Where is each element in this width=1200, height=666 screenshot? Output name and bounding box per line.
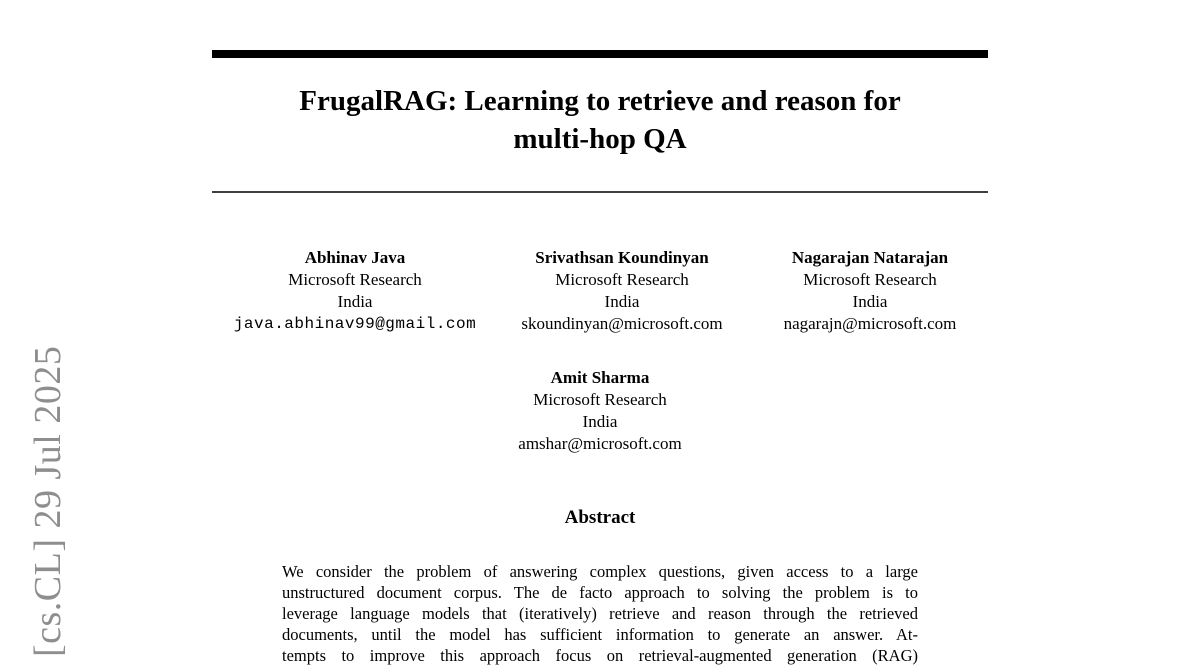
author-block [720,247,1020,335]
abstract-heading: Abstract [564,507,636,528]
author-affiliation: Microsoft Research [533,390,667,409]
author-name: Abhinav Java [304,248,406,267]
author-name: Srivathsan Koundinyan [535,248,709,267]
author-affiliation: Microsoft Research [555,270,689,289]
paper-title-line-2: multi-hop QA [513,123,687,155]
paper-title-line-1: FrugalRAG: Learning to retrieve and reason for [299,85,901,117]
author-block [205,247,505,335]
abstract-line: We consider the problem of answering complex questions, given access to a large [282,562,918,581]
author-location: India [337,292,373,311]
paper-title [212,82,988,158]
abstract-line: leverage language models that (iteratively) retrieve and reason through the retrieved [282,604,918,623]
title-top-rule [212,50,988,58]
abstract-line-clipped: tempts to improve this approach focus on retrieval-augmented generation (RAG) [282,646,918,665]
author-location: India [582,412,618,431]
author-block [450,367,750,455]
author-email: skoundinyan@microsoft.com [521,314,723,333]
author-name: Nagarajan Natarajan [791,248,949,267]
author-location: India [604,292,640,311]
author-location: India [852,292,888,311]
author-affiliation: Microsoft Research [803,270,937,289]
author-name: Amit Sharma [550,368,650,387]
arxiv-watermark: [cs.CL] 29 Jul 2025 [27,345,69,657]
abstract-line: documents, until the model has sufficient information to generate an answer. At- [282,625,918,644]
author-email: nagarajn@microsoft.com [783,314,957,333]
title-bottom-rule [212,191,988,193]
abstract-body [282,561,918,666]
author-affiliation: Microsoft Research [288,270,422,289]
abstract-line: unstructured document corpus. The de facto approach to solving the problem is to [282,583,918,602]
author-email: java.abhinav99@gmail.com [233,315,477,333]
author-email: amshar@microsoft.com [518,434,682,453]
